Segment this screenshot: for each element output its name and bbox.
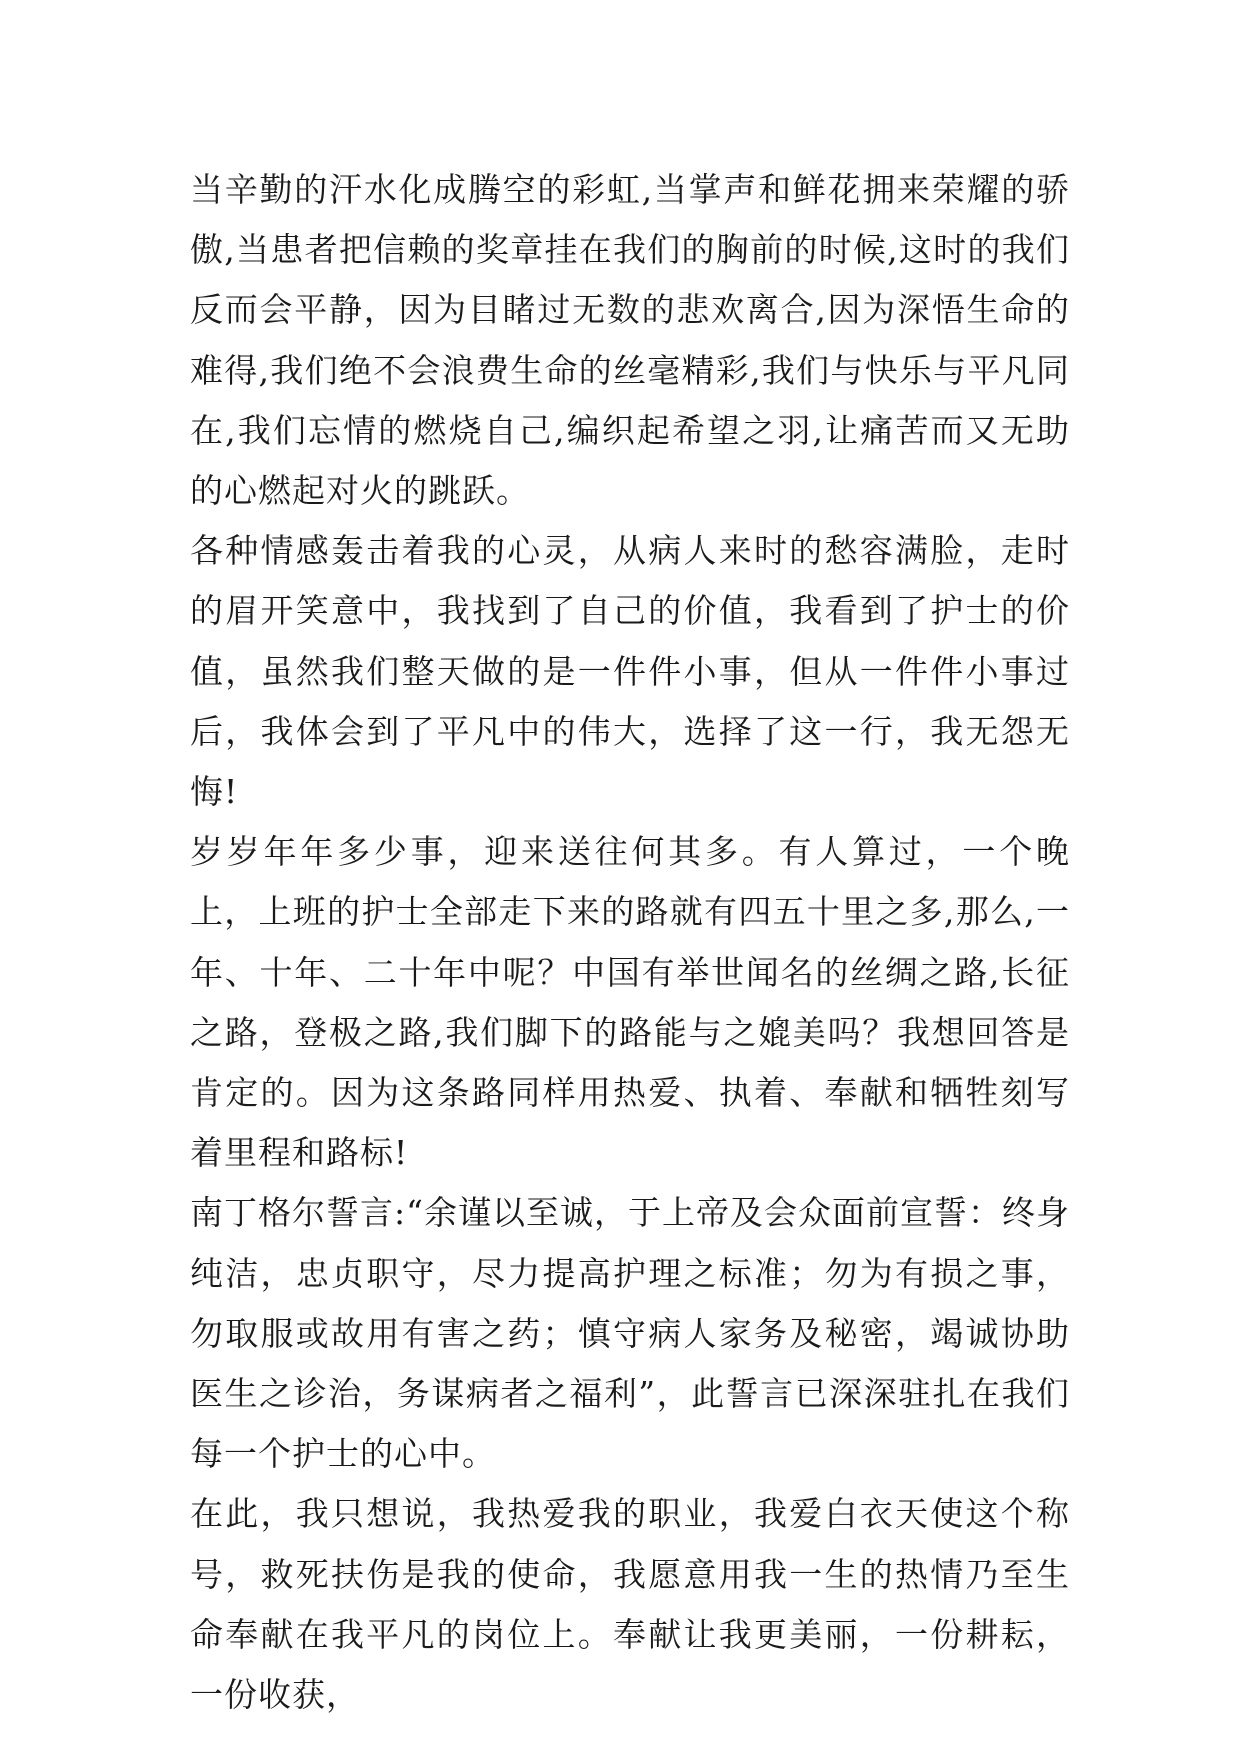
paragraph-2: 各种情感轰击着我的心灵，从病人来时的愁容满脸，走时的眉开笑意中，我找到了自己的价值，我看到了护士的价值，虽然我们整天做的是一件件小事，但从一件件小事过后，我体会到了平凡中的伟大，选择了这一行，我无怨无悔! (190, 531, 1070, 812)
paragraph-3: 岁岁年年多少事，迎来送往何其多。有人算过，一个晚上，上班的护士全部走下来的路就有四五十里之多,那么,一年、十年、二十年中呢？中国有举世闻名的丝绸之路,长征之路，登极之路,我们脚下的路能与之媲美吗？我想回答是肯定的。因为这条路同样用热爱、执着、奉献和牺牲刻写着里程和路标! (190, 832, 1070, 1173)
body-text (190, 160, 1070, 1725)
paragraph-1: 当辛勤的汗水化成腾空的彩虹,当掌声和鲜花拥来荣耀的骄傲,当患者把信赖的奖章挂在我们的胸前的时候,这时的我们反而会平静，因为目睹过无数的悲欢离合,因为深悟生命的难得,我们绝不会浪费生命的丝毫精彩,我们与快乐与平凡同在,我们忘情的燃烧自己,编织起希望之羽,让痛苦而又无助的心燃起对火的跳跃。 (190, 170, 1070, 511)
paragraph-4: 南丁格尔誓言:“余谨以至诚，于上帝及会众面前宣誓：终身纯洁，忠贞职守，尽力提高护理之标准；勿为有损之事，勿取服或故用有害之药；慎守病人家务及秘密，竭诚协助医生之诊治，务谋病者之福利”，此誓言已深深驻扎在我们每一个护士的心中。 (190, 1193, 1070, 1474)
paragraph-5: 在此，我只想说，我热爱我的职业，我爱白衣天使这个称号，救死扶伤是我的使命，我愿意用我一生的热情乃至生命奉献在我平凡的岗位上。奉献让我更美丽，一份耕耘，一份收获， (190, 1494, 1070, 1715)
